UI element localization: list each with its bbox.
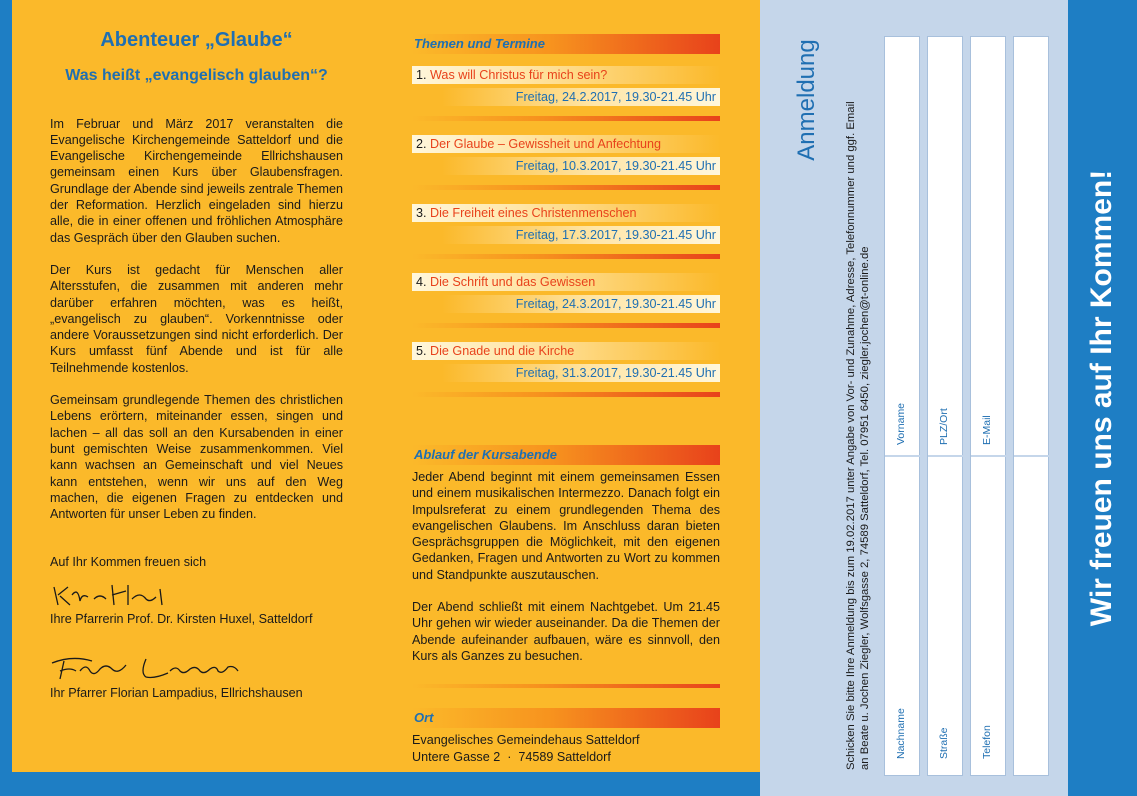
topic-4	[412, 273, 720, 328]
ort-heading-label: Ort	[414, 710, 434, 726]
topic-date: Freitag, 17.3.2017, 19.30-21.45 Uhr	[515, 228, 716, 242]
form-column-contact[interactable]	[970, 36, 1006, 776]
welcome-callout	[1068, 0, 1137, 796]
signature-huxel	[50, 581, 190, 609]
ort-heading	[412, 708, 720, 728]
greeting-text: Auf Ihr Kommen freuen sich	[50, 555, 207, 570]
intro-column	[50, 29, 343, 701]
label-telefon: Telefon	[981, 725, 993, 759]
topic-number: 4.	[416, 275, 427, 289]
label-plz-ort: PLZ/Ort	[938, 408, 950, 445]
venue-address: Untere Gasse 2 · 74589 Satteldorf	[412, 749, 611, 764]
topic-number: 2.	[416, 137, 427, 151]
signer-huxel: Ihre Pfarrerin Prof. Dr. Kirsten Huxel, Satteldorf	[50, 611, 313, 626]
ort-divider	[412, 684, 720, 688]
topic-2	[412, 135, 720, 190]
label-email: E-Mail	[981, 415, 993, 445]
topic-divider	[412, 323, 720, 328]
instruction-line-2: an Beate u. Jochen Ziegler, Wolfsgasse 2, 74589 Satteldorf, Tel. 07951 6450, ziegler.jochen@t-online.de	[859, 246, 871, 770]
topic-title: Was will Christus für mich sein?	[430, 68, 608, 82]
topic-title: Die Schrift und das Gewissen	[430, 275, 596, 289]
label-strasse: Straße	[938, 727, 950, 759]
themes-heading	[412, 34, 720, 54]
signer-lampadius: Ihr Pfarrer Florian Lampadius, Ellrichshausen	[50, 686, 303, 701]
registration-heading-label: Anmeldung	[793, 39, 820, 161]
topic-title: Der Glaube – Gewissheit und Anfechtung	[430, 137, 662, 151]
topic-title: Die Freiheit eines Christenmenschen	[430, 206, 637, 220]
topic-title: Die Gnade und die Kirche	[430, 344, 575, 358]
instruction-line-1: Schicken Sie bitte Ihre Anmeldung bis zum 19.02.2017 unter Angabe von Vor- und Zunahme, Adresse, Telefonnummer und ggf. Email	[845, 101, 857, 770]
label-nachname: Nachname	[895, 708, 907, 759]
form-column-extra[interactable]	[1013, 36, 1049, 776]
activities-paragraph: Gemeinsam grundlegende Themen des christlichen Lebens erörtern, miteinander essen, singen und lachen – all das soll an den Kursabenden in einer bunt gemischten Weise zusammenkommen. Viel kann wachsen an Gemeinschaft und viel Neues kann entstehen, wenn wir uns auf den Weg machen, die eigenen Fragen zu entdecken und Antworten für unser Leben zu finden.	[50, 393, 343, 522]
ablauf-heading-label: Ablauf der Kursabende	[414, 447, 558, 462]
themes-heading-label: Themen und Termine	[414, 36, 545, 51]
topic-date: Freitag, 31.3.2017, 19.30-21.45 Uhr	[515, 366, 716, 380]
registration-instructions	[838, 30, 878, 770]
topic-5	[412, 342, 720, 397]
page-title: Abenteuer „Glaube“	[100, 29, 293, 51]
welcome-callout-text: Wir freuen uns auf Ihr Kommen!	[1085, 169, 1118, 627]
topic-divider	[412, 185, 720, 190]
topic-date: Freitag, 24.2.2017, 19.30-21.45 Uhr	[515, 90, 716, 104]
topic-divider	[412, 116, 720, 121]
label-vorname: Vorname	[895, 402, 907, 445]
intro-paragraph: Im Februar und März 2017 veranstalten die Evangelische Kirchengemeinde Satteldorf und die Evangelische Kirchengemeinde Ellrichshausen gemeinsam einen Kurs über Glaubensfragen. Grundlage der Abende sind jeweils zentrale Themen der Reformation. Herzlich eingeladen sind hierzu alle, die in einer offenen und fröhlichen Atmosphäre das Gespräch über den Glauben suchen.	[50, 116, 343, 245]
form-column-name[interactable]	[884, 36, 920, 776]
ablauf-heading	[412, 445, 720, 465]
venue-name: Evangelisches Gemeindehaus Satteldorf	[412, 733, 640, 748]
registration-form	[884, 36, 1050, 776]
topic-number: 1.	[416, 68, 427, 82]
signature-lampadius	[50, 653, 270, 683]
ablauf-paragraph-2: Der Abend schließt mit einem Nachtgebet. Um 21.45 Uhr gehen wir wieder auseinander. Da die Themen der Abende aufeinander aufbauen, wäre es sinnvoll, den Kurs als Ganzes zu besuchen.	[412, 600, 720, 663]
page-subtitle: Was heißt „evangelisch glauben“?	[65, 67, 328, 85]
topic-date: Freitag, 24.3.2017, 19.30-21.45 Uhr	[515, 297, 716, 311]
registration-heading	[787, 20, 827, 180]
topic-3	[412, 204, 720, 259]
topic-date: Freitag, 10.3.2017, 19.30-21.45 Uhr	[515, 159, 716, 173]
topic-number: 5.	[416, 344, 427, 358]
schedule-column	[412, 34, 720, 765]
topic-1	[412, 66, 720, 121]
audience-paragraph: Der Kurs ist gedacht für Menschen aller Altersstufen, die zusammen mit anderen mehr darüber erfahren möchten, was es heißt, „evangelisch zu glauben“. Vorkenntnisse oder andere Voraussetzungen sind nicht erforderlich. Der Kurs umfasst fünf Abende und ist für alle Teilnehmende kostenlos.	[50, 262, 343, 375]
form-column-address[interactable]	[927, 36, 963, 776]
topic-number: 3.	[416, 206, 427, 220]
topic-divider	[412, 392, 720, 397]
topic-divider	[412, 254, 720, 259]
ablauf-paragraph: Jeder Abend beginnt mit einem gemeinsamen Essen und einem musikalischen Intermezzo. Danach folgt ein Impulsreferat zu einem grundlegenden Thema des evangelischen Glaubens. Im Anschluss daran bieten Gesprächsgruppen die Möglichkeit, mit den eigenen Gedanken, Fragen und Antworten zu Wort zu kommen und Standpunkte auszutauschen.	[412, 470, 720, 582]
